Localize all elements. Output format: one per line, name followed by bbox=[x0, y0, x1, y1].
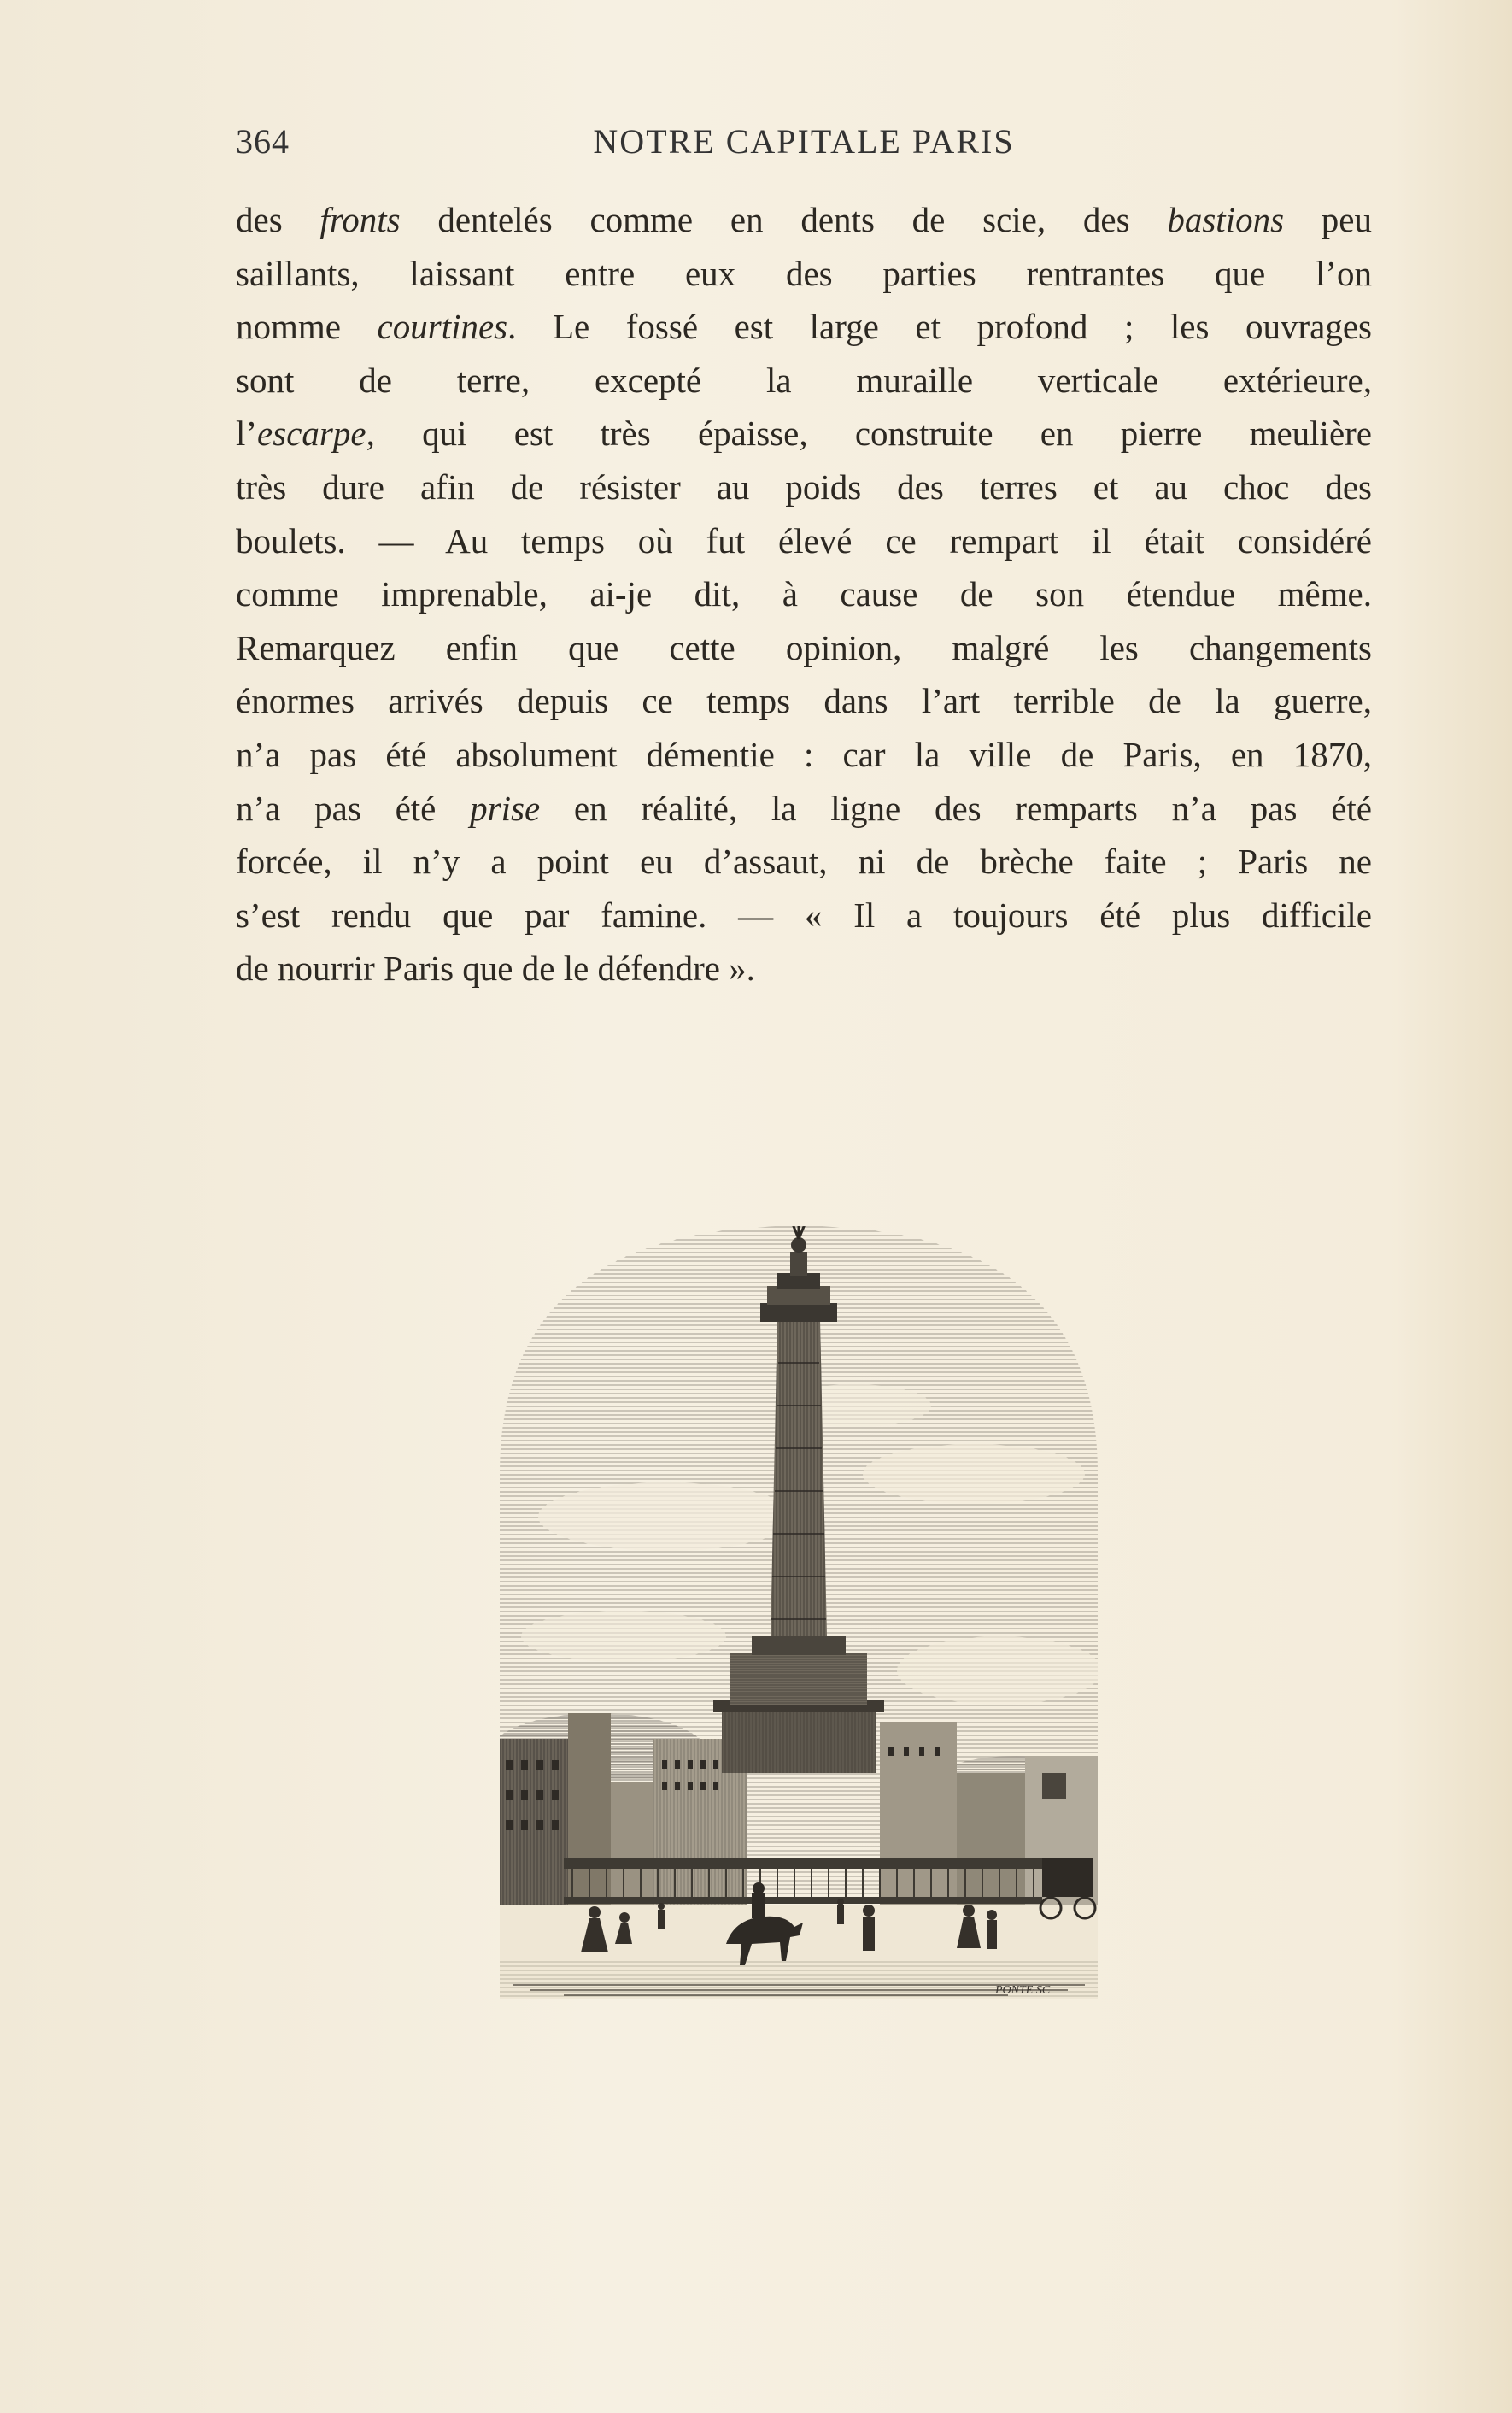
text-segment: très dure afin de résister au poids des terres et au choc des bbox=[236, 467, 1372, 507]
text-line bbox=[236, 193, 1372, 247]
engraving-illustration bbox=[495, 1192, 1102, 1999]
text-line bbox=[236, 621, 1372, 675]
text-line bbox=[236, 407, 1372, 461]
text-segment: énormes arrivés depuis ce temps dans l’art terrible de la guerre, bbox=[236, 681, 1372, 721]
running-title: NOTRE CAPITALE PARIS bbox=[593, 122, 1015, 161]
italic-term: prise bbox=[470, 788, 541, 828]
text-line bbox=[236, 942, 1372, 995]
text-segment: l’ bbox=[236, 414, 258, 454]
text-segment: boulets. — Au temps où fut élevé ce rempart il était considéré bbox=[236, 520, 1372, 561]
engraving-scene bbox=[495, 1192, 1102, 1999]
text-segment: saillants, laissant entre eux des parties rentrantes que l’on bbox=[236, 253, 1372, 293]
text-segment: , qui est très épaisse, construite en pierre meulière bbox=[366, 414, 1372, 454]
italic-term: escarpe bbox=[257, 414, 366, 454]
text-line bbox=[236, 889, 1372, 942]
text-segment: dentelés comme en dents de scie, des bbox=[400, 200, 1168, 239]
italic-term: courtines bbox=[377, 307, 508, 347]
text-line bbox=[236, 567, 1372, 621]
text-line bbox=[236, 782, 1372, 836]
text-line bbox=[236, 514, 1372, 568]
text-segment: forcée, il n’y a point eu d’assaut, ni de brèche faite ; Paris ne bbox=[236, 842, 1372, 882]
text-line bbox=[236, 728, 1372, 782]
column-engraving bbox=[495, 1192, 1102, 1999]
text-line bbox=[236, 247, 1372, 301]
body-text bbox=[236, 193, 1372, 995]
text-segment: s’est rendu que par famine. — « Il a toujours été plus difficile bbox=[236, 895, 1372, 935]
italic-term: fronts bbox=[319, 200, 401, 239]
text-segment: des bbox=[236, 200, 320, 239]
text-segment: nomme bbox=[236, 307, 378, 347]
text-line bbox=[236, 674, 1372, 728]
text-segment: n’a pas été absolument démentie : car la ville de Paris, en 1870, bbox=[236, 734, 1372, 774]
text-segment: de nourrir Paris que de le défendre ». bbox=[236, 948, 755, 989]
page-header bbox=[236, 121, 1372, 164]
text-segment: peu bbox=[1284, 200, 1372, 239]
page-number: 364 bbox=[236, 122, 290, 161]
text-line bbox=[236, 461, 1372, 514]
text-line bbox=[236, 300, 1372, 354]
text-line bbox=[236, 835, 1372, 889]
text-line bbox=[236, 354, 1372, 408]
text-segment: sont de terre, excepté la muraille verticale extérieure, bbox=[236, 360, 1372, 400]
text-segment: comme imprenable, ai-je dit, à cause de son étendue même. bbox=[236, 574, 1372, 614]
text-segment: Remarquez enfin que cette opinion, malgré les changements bbox=[236, 627, 1372, 667]
text-segment: en réalité, la ligne des remparts n’a pas été bbox=[540, 788, 1372, 828]
text-segment: . Le fossé est large et profond ; les ouvrages bbox=[507, 307, 1372, 347]
engraver-signature: PONTE SC bbox=[995, 1984, 1051, 1997]
italic-term: bastions bbox=[1167, 200, 1285, 239]
text-segment: n’a pas été bbox=[236, 788, 471, 828]
